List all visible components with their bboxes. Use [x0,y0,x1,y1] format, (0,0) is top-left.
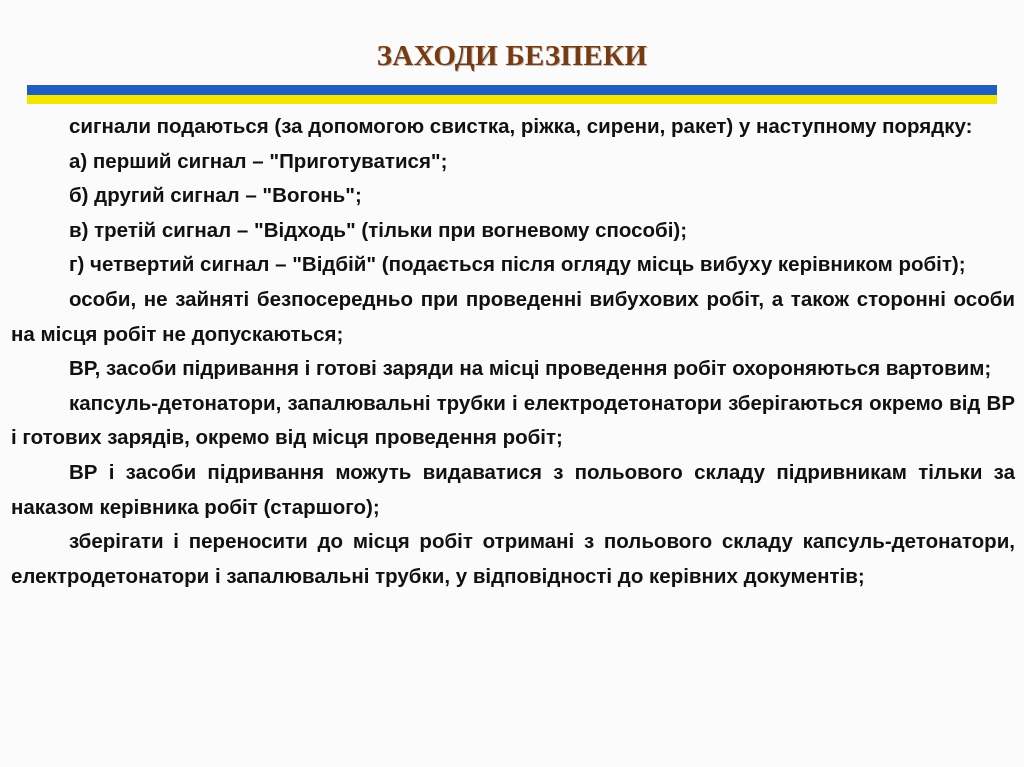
slide-title: ЗАХОДИ БЕЗПЕКИ [376,40,648,72]
paragraph-detonator-storage: капсуль-детонатори, запалювальні трубки і електродетонатори зберігаються окремо від ВР і готових зарядів, окремо від місця проведення робіт; [11,391,1015,450]
paragraph-issuance: ВР і засоби підривання можуть видаватися з польового складу підривникам тільки за наказом керівника робіт (старшого); [11,460,1015,519]
paragraph-signal-a: а) перший сигнал – "Приготуватися"; [69,149,448,173]
slide-body [11,110,1015,594]
flag-yellow-stripe [27,95,997,104]
paragraph-persons-access: особи, не зайняті безпосередньо при проведенні вибухових робіт, а також сторонні особи на місця робіт не допускаються; [11,287,1015,346]
paragraph-signal-b: б) другий сигнал – "Вогонь"; [69,184,362,208]
ukrainian-flag-divider [27,85,997,104]
paragraph-signals-intro: сигнали подаються (за допомогою свистка, ріжка, сирени, ракет) у наступному порядку: [69,115,973,138]
paragraph-transport: зберігати і переносити до місця робіт отримані з польового складу капсуль-детонатори, електродетонатори і запалювальні трубки, у відповідності до керівних документів; [11,530,1015,588]
paragraph-guarded-charges: ВР, засоби підривання і готові заряди на місці проведення робіт охороняються вартовим; [69,357,992,381]
paragraph-signal-c: в) третій сигнал – "Відходь" (тільки при вогневому способі); [69,218,688,242]
paragraph-signal-d: г) четвертий сигнал – "Відбій" (подається після огляду місць вибуху керівником робіт); [69,253,966,277]
flag-blue-stripe [27,85,997,95]
